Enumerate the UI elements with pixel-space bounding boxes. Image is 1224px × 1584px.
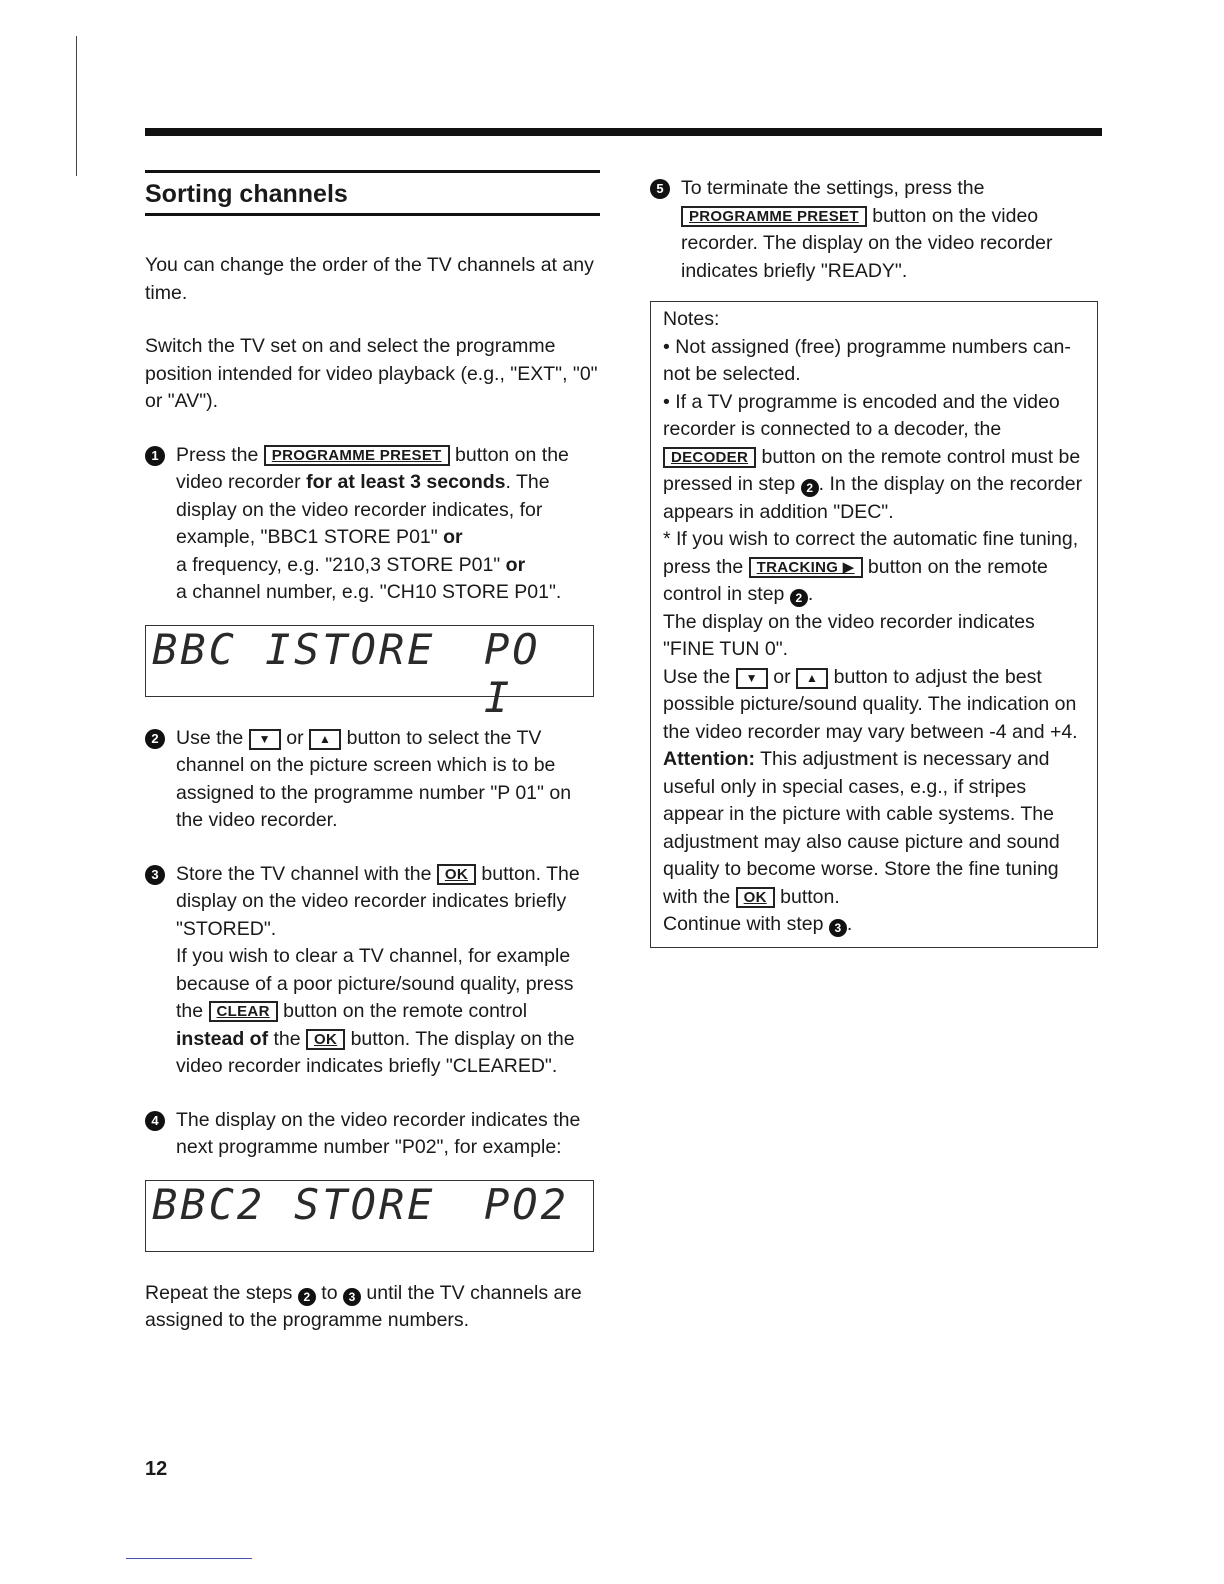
down-arrow-key: ▼ [736,668,768,689]
margin-line [76,36,77,176]
left-column [145,170,600,1335]
lcd-display-1 [145,624,594,722]
notes-heading: Notes: [663,308,720,330]
step-text: Press the PROGRAMME PRESET button on the video recorder for at least 3 seconds. The display on the video recorder indicates, for example, "BBC1 STORE P01" or a frequency, e.g. "210,3 STORE P01" or a channel number, e.g. "CH10 STORE P01". [176,443,569,603]
footer-line [126,1558,252,1559]
step-text: Use the ▼ or ▲ button to select the TV channel on the picture screen which is to be assigned to the programme number "P 01" on the video recorder. [176,726,572,831]
up-arrow-key: ▲ [796,668,828,689]
step-ref: 2 [790,589,808,607]
step-number: 4 [145,1111,165,1131]
step-1 [145,442,600,607]
lcd-display-2 [145,1180,594,1252]
step-3 [145,861,600,1081]
step-number: 3 [145,865,165,885]
step-ref: 2 [298,1288,316,1306]
step-ref: 2 [801,479,819,497]
lcd-channel: BBC2 [152,1179,266,1229]
right-column [650,175,1102,948]
top-rule [145,128,1102,136]
intro-paragraph: You can change the order of the TV channels at any time. [145,254,594,304]
switch-paragraph: Switch the TV set on and select the programme position intended for video playback (e.g., "EXT", "0" or "AV"). [145,335,598,412]
notes-box [650,301,1098,948]
lcd-channel: BBC I [152,624,294,674]
step-number: 1 [145,446,165,466]
tracking-key: TRACKING ▶ [749,557,863,578]
step-2 [145,725,600,835]
step-4 [145,1107,600,1162]
step-5 [650,175,1102,285]
note-4: The display on the video recorder indicates "FINE TUN 0". [663,610,1035,660]
step-number: 5 [650,179,670,199]
lcd-status: STORE [294,1179,436,1229]
title-rule-bottom [145,213,600,216]
up-arrow-key: ▲ [309,729,341,750]
lcd-programme: PO2 [484,1179,569,1229]
section-title: Sorting channels [145,180,348,208]
lcd-programme: PO I [484,624,541,722]
ok-key: OK [306,1029,345,1050]
step-ref: 3 [343,1288,361,1306]
continue-note: Continue with step 3 . [663,913,853,935]
title-rule-top [145,170,600,173]
step-ref: 3 [829,919,847,937]
step-text: The display on the video recorder indicates the next programme number "P02", for example: [176,1108,581,1158]
note-2: • If a TV programme is encoded and the video recorder is connected to a decoder, the DECODER button on the remote control must be pressed in step 2 . In the display on the recorder appears in addition "DEC". [663,390,1083,523]
programme-preset-key: PROGRAMME PRESET [681,206,867,227]
note-1: • Not assigned (free) programme numbers can-not be selected. [663,335,1071,385]
step-text: To terminate the settings, press the PROGRAMME PRESET button on the video recorder. The display on the video recorder indicates briefly "READY". [681,177,1053,282]
attention-note: Attention: This adjustment is necessary and useful only in special cases, e.g., if stripes appear in the picture with cable systems. The adjustment may also cause picture and sound quality to become worse. Store the fine tuning with the OK button. [663,748,1060,908]
page-number: 12 [145,1458,168,1480]
decoder-key: DECODER [663,447,756,468]
ok-key: OK [736,887,775,908]
programme-preset-key: PROGRAMME PRESET [264,445,450,466]
lcd-status: STORE [294,624,436,674]
repeat-paragraph: Repeat the steps 2 to 3 until the TV channels are assigned to the programme numbers. [145,1281,582,1331]
clear-key: CLEAR [209,1001,278,1022]
note-3: * If you wish to correct the automatic fine tuning, press the TRACKING ▶ button on the remote control in step 2 . [663,528,1079,605]
step-text: Store the TV channel with the OK button. The display on the video recorder indicates briefly "STORED". If you wish to clear a TV channel, for example because of a poor picture/sound quality, press the CLEAR button on the remote control instead of the OK button. The display on the video recorder indicates briefly "CLEARED". [176,862,580,1077]
ok-key: OK [437,864,476,885]
down-arrow-key: ▼ [249,729,281,750]
note-5: Use the ▼ or ▲ button to adjust the best possible picture/sound quality. The indication on the video recorder may vary between -4 and +4. [663,665,1078,743]
step-number: 2 [145,729,165,749]
